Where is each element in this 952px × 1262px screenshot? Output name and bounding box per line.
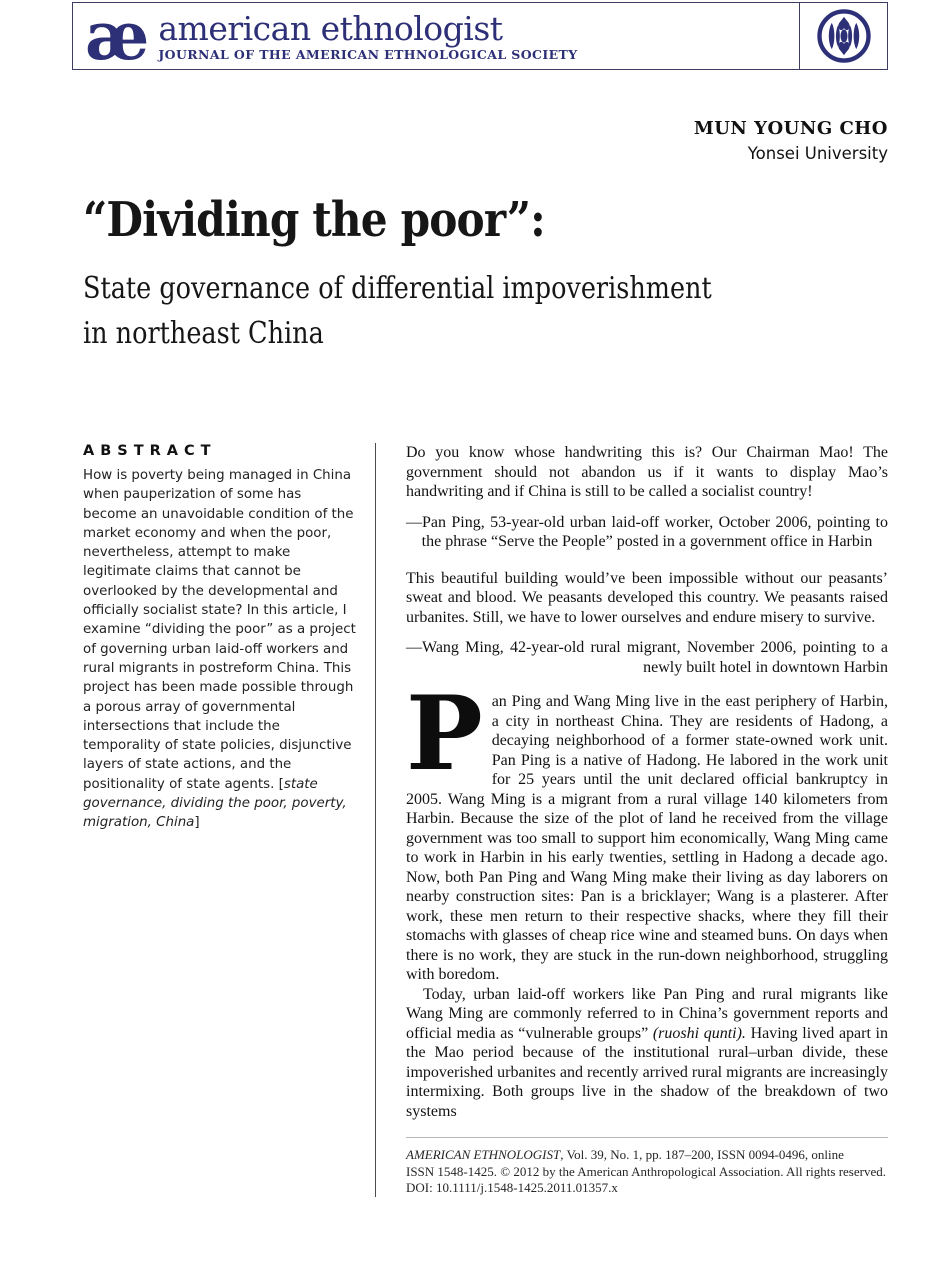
abstract-column xyxy=(83,443,375,1197)
epigraph-quote: This beautiful building would’ve been impossible without our peasants’ sweat and blood. We peasants developed this country. We peasants raised urbanites. Still, we have to lower ourselves and endure misery to survive. xyxy=(406,569,888,626)
footer-citation: , Vol. 39, No. 1, pp. 187–200, ISSN 0094-0496, online xyxy=(560,1147,844,1162)
article-subtitle xyxy=(83,266,823,356)
author-name: MUN YOUNG CHO xyxy=(693,118,888,139)
epigraph-attribution: —Pan Ping, 53-year-old urban laid-off worker, October 2006, pointing to the phrase “Serve the People” posted in a government office in Harbin xyxy=(406,513,888,550)
article-title: “Dividing the poor”: xyxy=(83,192,545,248)
author-affiliation: Yonsei University xyxy=(747,144,888,163)
body-paragraph-2 xyxy=(406,985,888,1122)
paragraph-text: Having lived apart in the Mao period because of the institutional rural–urban divide, these impoverished urbanites and recently arrived rural migrants are increasingly intermixing. Both groups live in the shadow of the breakdown of two systems xyxy=(406,1024,889,1120)
paragraph-text-italic: (ruoshi qunti). xyxy=(652,1024,746,1042)
abstract-body xyxy=(83,466,359,833)
society-emblem-box xyxy=(799,3,887,69)
journal-subtitle: JOURNAL OF THE AMERICAN ETHNOLOGICAL SOCIETY xyxy=(158,47,578,62)
subtitle-line: in northeast China xyxy=(83,316,324,351)
footer-journal-name: AMERICAN ETHNOLOGIST xyxy=(406,1147,561,1162)
content-columns xyxy=(83,443,888,1197)
paragraph-text: an Ping and Wang Ming live in the east periphery of Harbin, a city in northeast China. They are residents of Hadong, a decaying neighborhood of a former state-owned work unit. Pan Ping is a native of Hadong. He labored in the work unit for 25 years until the unit declared official bankruptcy in 2005. Wang Ming is a migrant from a rural village 140 kilometers from Harbin. Because the size of the plot of land he received from the village government was too small to support him economically, Wang Ming came to work in Harbin in his early twenties, settling in Hadong a decade ago. Now, both Pan Ping and Wang Ming make their living as day laborers on nearby construction sites: Pan is a bricklayer; Wang is a plasterer. After work, these men return to their respective shacks, where they fill their stomachs with glasses of cheap rice wine and steamed buns. On days when there is no work, they are stuck in the run-down neighborhood, struggling with boredom. xyxy=(406,693,888,983)
masthead-box xyxy=(72,0,888,75)
main-text-column xyxy=(376,443,888,1197)
subtitle-line: State governance of differential impoverishment xyxy=(83,271,712,306)
journal-logo xyxy=(73,0,578,75)
author-block xyxy=(694,118,888,163)
aaa-emblem-icon xyxy=(816,8,872,64)
epigraph-attribution: —Wang Ming, 42-year-old rural migrant, November 2006, pointing to a newly built hotel in downtown Harbin xyxy=(406,639,888,676)
journal-name: american ethnologist xyxy=(158,9,503,48)
abstract-heading: ABSTRACT xyxy=(83,443,217,459)
paragraph-text: Today, urban laid-off workers like Pan Ping and rural migrants like Wang Ming are commonly referred to in China’s government reports and official media as “vulnerable groups” xyxy=(406,985,888,1042)
footer-doi: DOI: 10.1111/j.1548-1425.2011.01357.x xyxy=(406,1180,618,1195)
body-paragraph-1 xyxy=(406,674,888,985)
masthead-text xyxy=(158,9,578,62)
ae-monogram-icon: æ xyxy=(85,0,147,75)
drop-cap: P xyxy=(406,674,483,794)
abstract-text: How is poverty being managed in China when pauperization of some has become an unavoidable condition of the market economy and when the poor, nevertheless, attempt to make legitimate claims that cannot be overlooked by the developmental and officially socialist state? In this article, I examine “dividing the poor” as a project of governing urban laid-off workers and rural migrants in postreform China. This project has been made possible through a porous array of governmental intersections that include the temporality of state policies, disjunctive layers of state actions, and the positionality of state agents. xyxy=(83,468,356,792)
keywords-bracket-open: [ xyxy=(278,776,284,792)
keywords-bracket-close: ] xyxy=(194,815,200,831)
abstract-keywords: state governance, dividing the poor, poverty, migration, China xyxy=(83,776,347,831)
copyright-footer xyxy=(406,1137,888,1197)
epigraph-quote: Do you know whose handwriting this is? Our Chairman Mao! The government should not abandon us if it wants to display Mao’s handwriting and if China is still to be called a socialist country! xyxy=(406,444,888,500)
footer-line-2: ISSN 1548-1425. © 2012 by the American Anthropological Association. All rights reserved. xyxy=(406,1163,886,1179)
footer-line-1 xyxy=(406,1147,888,1164)
